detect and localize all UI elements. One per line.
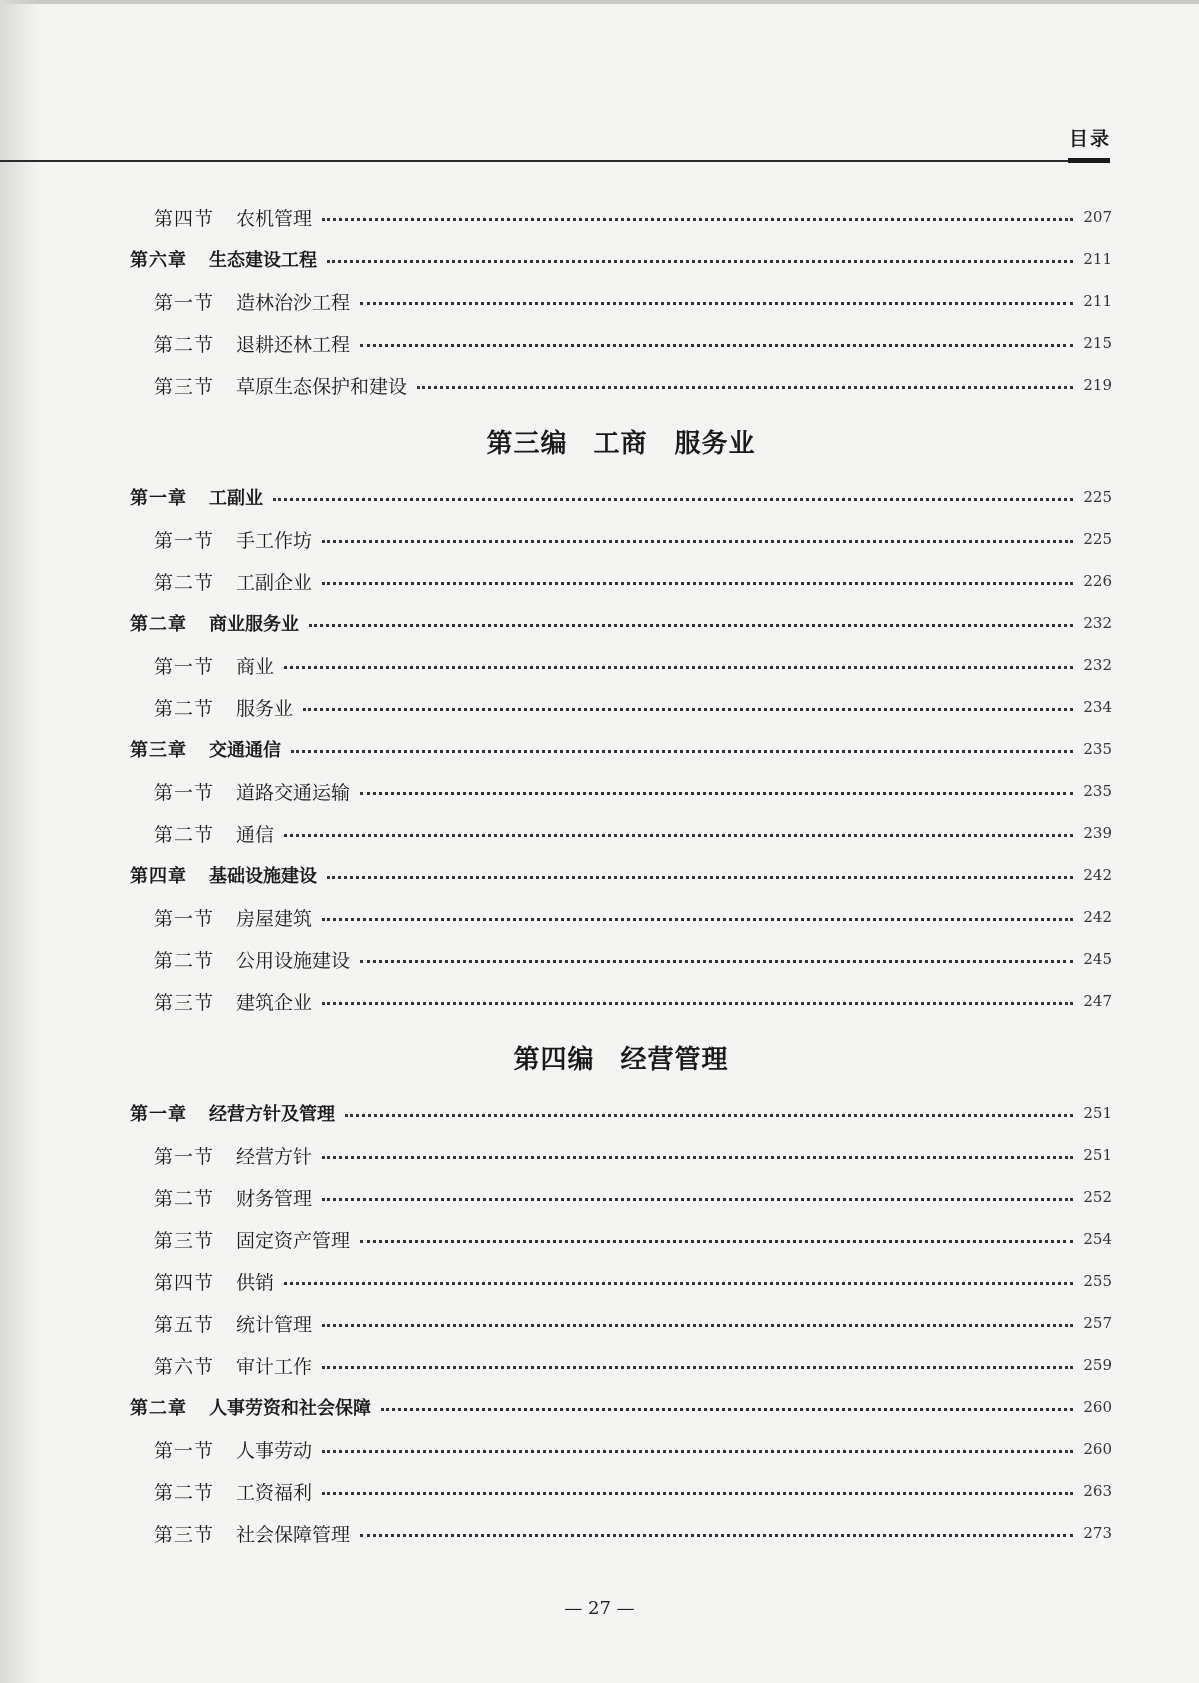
entry-title: 公用设施建设	[236, 949, 351, 972]
entry-number: 第一节	[154, 1439, 215, 1462]
entry-title: 农机管理	[236, 207, 313, 230]
entry-title: 生态建设工程	[209, 250, 317, 271]
entry-page-number: 255	[1083, 1272, 1112, 1290]
entry-number: 第一节	[154, 1145, 215, 1168]
toc-section-entry[interactable]	[130, 1134, 1112, 1176]
toc-section-entry[interactable]	[130, 1470, 1112, 1512]
entry-page-number: 257	[1083, 1314, 1112, 1332]
entry-title: 经营方针	[236, 1145, 313, 1168]
entry-page-number: 242	[1083, 866, 1112, 884]
toc-section-entry[interactable]	[130, 1302, 1112, 1344]
header-rule	[0, 160, 1110, 162]
entry-number: 第一节	[154, 291, 215, 314]
toc-section-entry[interactable]	[130, 1512, 1112, 1554]
toc-section-entry[interactable]	[130, 896, 1112, 938]
entry-title: 经营方针及管理	[209, 1104, 335, 1125]
entry-title: 工资福利	[236, 1481, 313, 1504]
entry-page-number: 263	[1083, 1482, 1112, 1500]
part-title: 工商 服务业	[593, 428, 756, 459]
toc-section-entry[interactable]	[130, 644, 1112, 686]
entry-number: 第三节	[154, 1229, 215, 1252]
entry-number: 第二节	[154, 697, 215, 720]
entry-title: 道路交通运输	[236, 781, 351, 804]
toc-section-entry[interactable]	[130, 560, 1112, 602]
part-title: 经营管理	[620, 1044, 729, 1075]
entry-number: 第四节	[154, 1271, 215, 1294]
entry-number: 第一章	[130, 1104, 187, 1125]
entry-title: 退耕还林工程	[236, 333, 351, 356]
toc-section-entry[interactable]	[130, 322, 1112, 364]
dot-leader	[345, 1114, 1073, 1117]
part-number: 第三编	[486, 428, 568, 459]
entry-title: 工副业	[209, 488, 263, 509]
entry-title: 通信	[236, 823, 275, 846]
entry-title: 服务业	[236, 697, 294, 720]
entry-number: 第四章	[130, 866, 187, 887]
toc-section-entry[interactable]	[130, 938, 1112, 980]
entry-page-number: 259	[1083, 1356, 1112, 1374]
dot-leader	[322, 1492, 1073, 1495]
dot-leader	[309, 624, 1073, 627]
toc-chapter-entry[interactable]	[130, 602, 1112, 644]
dot-leader	[322, 1366, 1073, 1369]
entry-page-number: 211	[1083, 250, 1112, 268]
table-of-contents	[130, 196, 1112, 1554]
entry-title: 审计工作	[236, 1355, 313, 1378]
toc-chapter-entry[interactable]	[130, 1386, 1112, 1428]
entry-number: 第六章	[130, 250, 187, 271]
page-left-shadow	[0, 0, 40, 1683]
entry-number: 第二节	[154, 823, 215, 846]
entry-page-number: 251	[1083, 1146, 1112, 1164]
entry-number: 第二节	[154, 333, 215, 356]
entry-title: 商业服务业	[209, 614, 299, 635]
dot-leader	[322, 582, 1073, 585]
entry-page-number: 252	[1083, 1188, 1112, 1206]
dot-leader	[322, 1156, 1073, 1159]
dot-leader	[360, 302, 1073, 305]
dot-leader	[360, 792, 1073, 795]
dot-leader	[322, 918, 1073, 921]
toc-section-entry[interactable]	[130, 1344, 1112, 1386]
entry-title: 建筑企业	[236, 991, 313, 1014]
dot-leader	[417, 386, 1073, 389]
dot-leader	[322, 540, 1073, 543]
entry-title: 固定资产管理	[236, 1229, 351, 1252]
entry-page-number: 215	[1083, 334, 1112, 352]
entry-number: 第三节	[154, 991, 215, 1014]
dot-leader	[284, 834, 1073, 837]
entry-number: 第五节	[154, 1313, 215, 1336]
toc-chapter-entry[interactable]	[130, 854, 1112, 896]
dot-leader	[322, 1450, 1073, 1453]
running-header: 目录	[1068, 128, 1111, 150]
toc-section-entry[interactable]	[130, 518, 1112, 560]
entry-title: 财务管理	[236, 1187, 313, 1210]
entry-page-number: 247	[1083, 992, 1112, 1010]
dot-leader	[322, 1324, 1073, 1327]
toc-section-entry[interactable]	[130, 1428, 1112, 1470]
dot-leader	[360, 1240, 1073, 1243]
entry-number: 第二章	[130, 1398, 187, 1419]
entry-number: 第二节	[154, 571, 215, 594]
entry-number: 第一节	[154, 529, 215, 552]
dot-leader	[322, 218, 1073, 221]
toc-section-entry[interactable]	[130, 686, 1112, 728]
dot-leader	[327, 260, 1073, 263]
entry-title: 房屋建筑	[236, 907, 313, 930]
dot-leader	[360, 960, 1073, 963]
entry-number: 第二章	[130, 614, 187, 635]
header-rule-accent	[1068, 158, 1110, 163]
entry-title: 草原生态保护和建设	[236, 375, 408, 398]
entry-title: 社会保障管理	[236, 1523, 351, 1546]
entry-number: 第一章	[130, 488, 187, 509]
entry-title: 人事劳资和社会保障	[209, 1398, 371, 1419]
toc-section-entry[interactable]	[130, 770, 1112, 812]
entry-page-number: 260	[1083, 1440, 1112, 1458]
toc-section-entry[interactable]	[130, 1260, 1112, 1302]
page-top-edge	[0, 0, 1199, 4]
entry-number: 第三节	[154, 1523, 215, 1546]
dot-leader	[273, 498, 1073, 501]
dot-leader	[360, 1534, 1073, 1537]
dot-leader	[327, 876, 1073, 879]
entry-number: 第一节	[154, 781, 215, 804]
entry-number: 第三章	[130, 740, 187, 761]
entry-number: 第二节	[154, 1187, 215, 1210]
entry-title: 基础设施建设	[209, 866, 317, 887]
toc-section-entry[interactable]	[130, 196, 1112, 238]
page-number: — 27 —	[564, 1598, 635, 1619]
entry-page-number: 235	[1083, 782, 1112, 800]
entry-title: 供销	[236, 1271, 275, 1294]
entry-title: 造林治沙工程	[236, 291, 351, 314]
part-number: 第四编	[513, 1044, 595, 1075]
entry-page-number: 225	[1083, 530, 1112, 548]
dot-leader	[291, 750, 1073, 753]
dot-leader	[284, 1282, 1073, 1285]
toc-chapter-entry[interactable]	[130, 238, 1112, 280]
entry-number: 第四节	[154, 207, 215, 230]
entry-number: 第三节	[154, 375, 215, 398]
entry-number: 第二节	[154, 1481, 215, 1504]
entry-page-number: 207	[1083, 208, 1112, 226]
entry-page-number: 219	[1083, 376, 1112, 394]
entry-page-number: 234	[1083, 698, 1112, 716]
toc-section-entry[interactable]	[130, 980, 1112, 1022]
entry-number: 第一节	[154, 655, 215, 678]
part-heading	[130, 1022, 1112, 1092]
entry-page-number: 260	[1083, 1398, 1112, 1416]
entry-page-number: 232	[1083, 656, 1112, 674]
entry-title: 手工作坊	[236, 529, 313, 552]
part-heading	[130, 406, 1112, 476]
toc-section-entry[interactable]	[130, 812, 1112, 854]
entry-page-number: 232	[1083, 614, 1112, 632]
toc-chapter-entry[interactable]	[130, 476, 1112, 518]
entry-page-number: 239	[1083, 824, 1112, 842]
toc-section-entry[interactable]	[130, 280, 1112, 322]
dot-leader	[303, 708, 1073, 711]
entry-number: 第二节	[154, 949, 215, 972]
entry-title: 交通通信	[209, 740, 281, 761]
dot-leader	[284, 666, 1073, 669]
entry-title: 人事劳动	[236, 1439, 313, 1462]
dot-leader	[360, 344, 1073, 347]
entry-page-number: 245	[1083, 950, 1112, 968]
dot-leader	[322, 1198, 1073, 1201]
entry-title: 商业	[236, 655, 275, 678]
entry-page-number: 226	[1083, 572, 1112, 590]
entry-page-number: 211	[1083, 292, 1112, 310]
entry-page-number: 273	[1083, 1524, 1112, 1542]
entry-number: 第一节	[154, 907, 215, 930]
entry-page-number: 254	[1083, 1230, 1112, 1248]
toc-chapter-entry[interactable]	[130, 728, 1112, 770]
entry-page-number: 225	[1083, 488, 1112, 506]
dot-leader	[322, 1002, 1073, 1005]
entry-page-number: 251	[1083, 1104, 1112, 1122]
toc-section-entry[interactable]	[130, 1176, 1112, 1218]
entry-number: 第六节	[154, 1355, 215, 1378]
toc-section-entry[interactable]	[130, 1218, 1112, 1260]
entry-page-number: 242	[1083, 908, 1112, 926]
entry-title: 统计管理	[236, 1313, 313, 1336]
toc-section-entry[interactable]	[130, 364, 1112, 406]
dot-leader	[381, 1408, 1073, 1411]
entry-title: 工副企业	[236, 571, 313, 594]
toc-chapter-entry[interactable]	[130, 1092, 1112, 1134]
entry-page-number: 235	[1083, 740, 1112, 758]
